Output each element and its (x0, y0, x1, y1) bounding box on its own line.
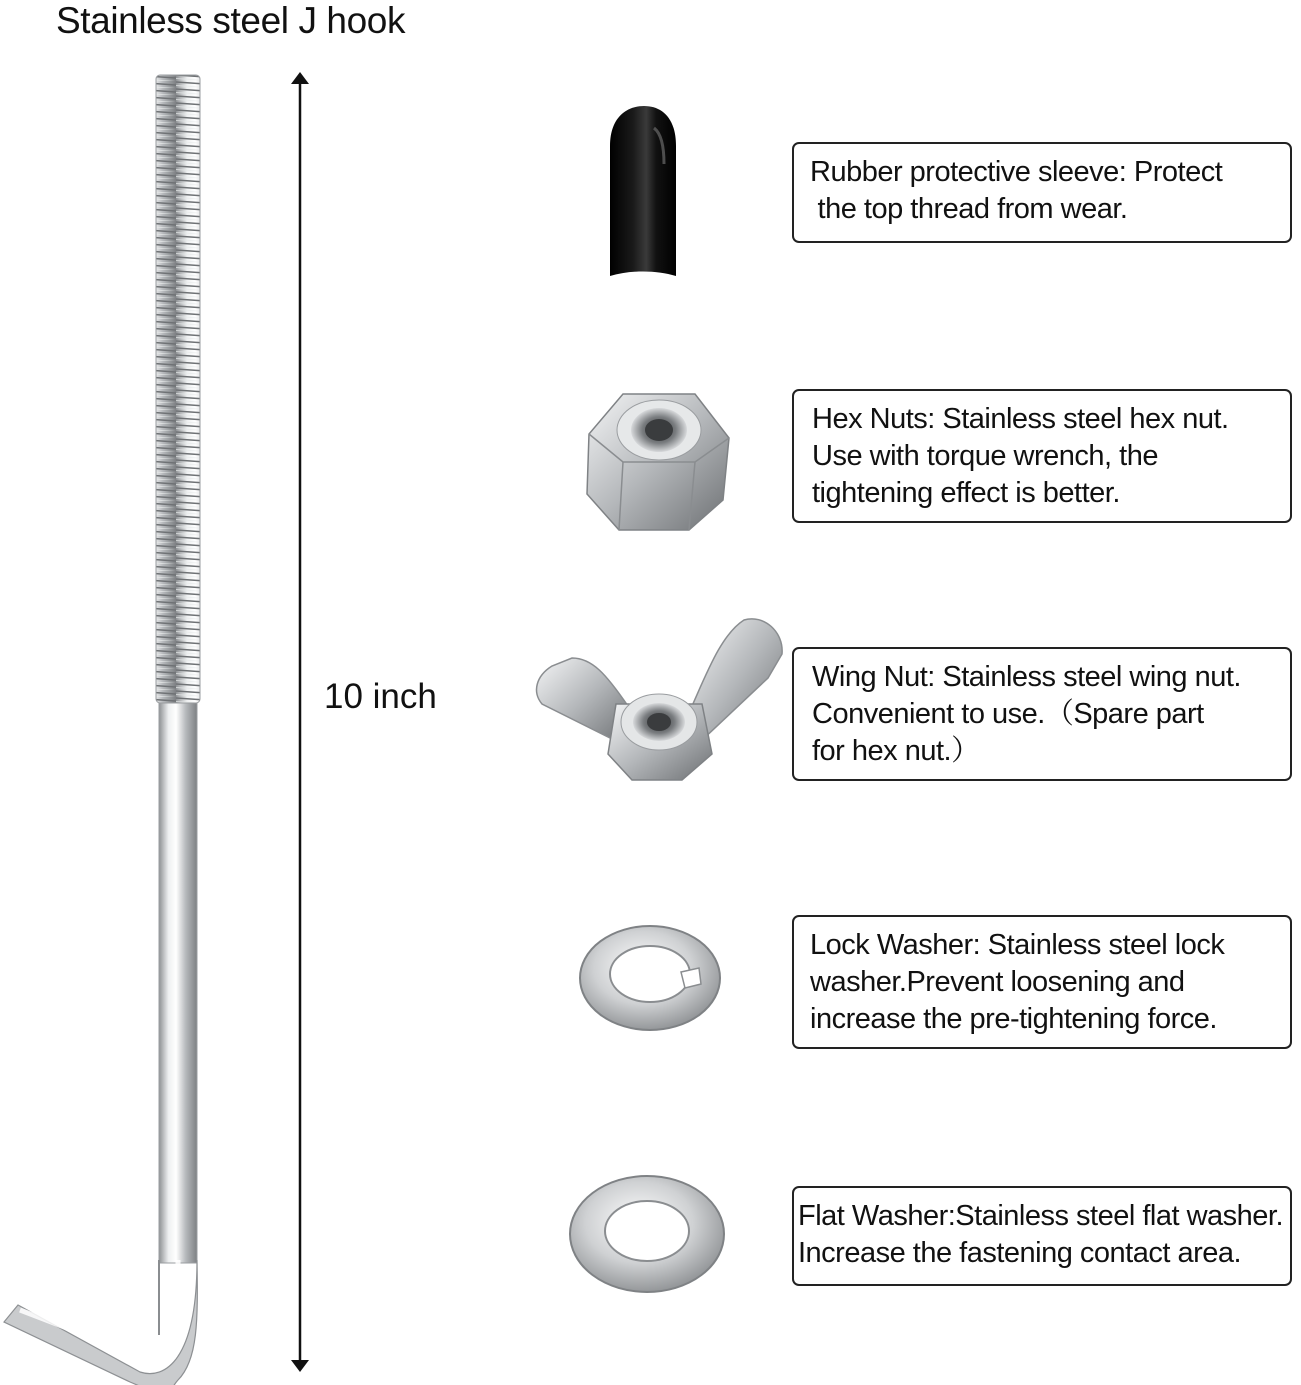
description-line: increase the pre-tightening force. (810, 1003, 1217, 1035)
description-line: Rubber protective sleeve: Protect (810, 156, 1223, 188)
description-line: Lock Washer: Stainless steel lock (810, 929, 1225, 961)
j-hook-icon (0, 60, 240, 1385)
length-label: 10 inch (324, 677, 437, 716)
lock-washer-icon (577, 922, 723, 1034)
description-line: the top thread from wear. (810, 193, 1128, 225)
dimension-arrow-icon (285, 70, 315, 1380)
description-line: washer.Prevent loosening and (810, 966, 1185, 998)
flat-washer-description (792, 1186, 1292, 1286)
description-line: Wing Nut: Stainless steel wing nut. (812, 661, 1241, 693)
description-line: Hex Nuts: Stainless steel hex nut. (812, 403, 1229, 435)
description-line: for hex nut.） (812, 735, 980, 767)
description-line: Use with torque wrench, the (812, 440, 1158, 472)
lock-washer-description (792, 915, 1292, 1049)
description-line: Increase the fastening contact area. (798, 1237, 1242, 1269)
description-line: Convenient to use.（Spare part (812, 698, 1204, 730)
description-line: Flat Washer:Stainless steel flat washer. (798, 1200, 1284, 1232)
rubber-sleeve-description (792, 142, 1292, 243)
rubber-sleeve-icon (606, 104, 680, 280)
page-title: Stainless steel J hook (56, 0, 406, 41)
wing-nut-description (792, 647, 1292, 781)
wing-nut-icon (532, 614, 786, 784)
flat-washer-icon (567, 1173, 727, 1295)
hex-nut-icon (583, 390, 733, 535)
description-line: tightening effect is better. (812, 477, 1120, 509)
hex-nut-description (792, 389, 1292, 523)
